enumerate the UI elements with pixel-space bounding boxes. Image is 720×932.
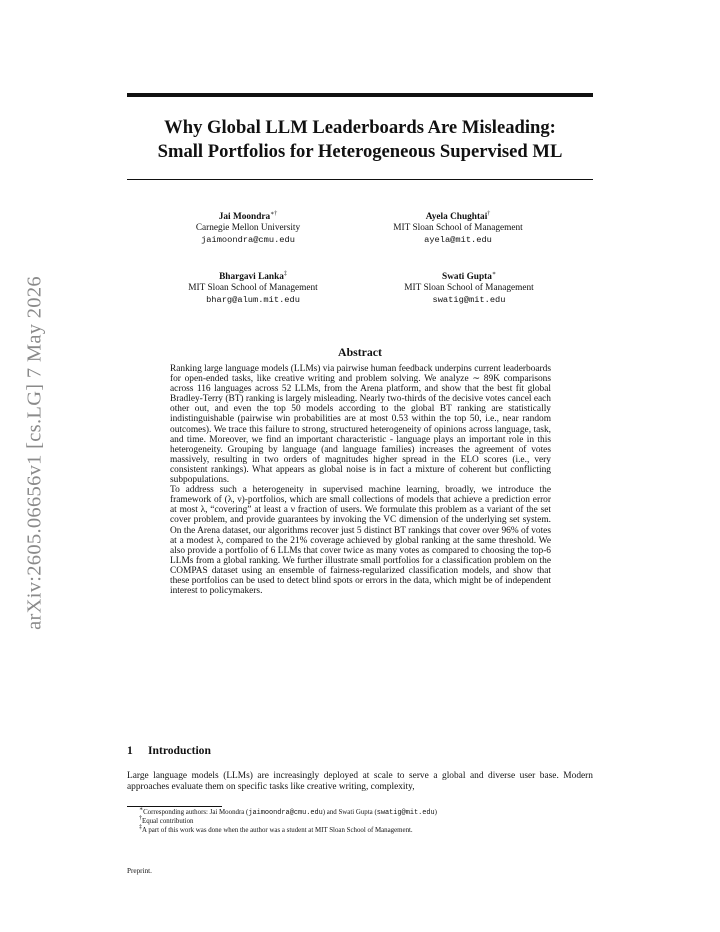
footnote-author-note xyxy=(139,824,593,835)
abstract-heading: Abstract xyxy=(338,345,382,359)
footnote-email[interactable]: swatig@mit.edu xyxy=(376,809,435,817)
title-bottom-rule xyxy=(127,179,593,180)
author-mark: ∗† xyxy=(270,210,278,217)
footnote-mark: ‡ xyxy=(139,824,142,831)
title-top-rule xyxy=(127,93,593,97)
paper-title xyxy=(127,116,593,164)
author-affiliation: MIT Sloan School of Management xyxy=(404,283,534,294)
author-email[interactable]: ayela@mit.edu xyxy=(424,234,492,245)
section-heading-introduction xyxy=(127,744,211,757)
intro-paragraph: Large language models (LLMs) are increasingly deployed at scale to serve a global and diverse user base. Modern approaches evaluate them on specific tasks like creative writing, complexity, xyxy=(127,771,593,793)
author-email[interactable]: jaimoondra@cmu.edu xyxy=(201,234,295,245)
section-title: Introduction xyxy=(148,744,211,757)
arxiv-identifier-text: arXiv:2605.06656v1 [cs.LG] 7 May 2026 xyxy=(23,276,46,630)
author-affiliation: Carnegie Mellon University xyxy=(195,223,301,234)
footnote-corresponding xyxy=(139,806,593,817)
abstract-paragraph-2: To address such a heterogeneity in supervised machine learning, broadly, we introduce the framework of (λ, ν)-portfolios, which are small collections of models that achieve a prediction error at most λ, “covering” at least a ν fraction of users. We formulate this problem as a variant of the set cover problem, and provide guarantees by invoking the VC dimension of the underlying set system. On the Arena dataset, our algorithms recover just 5 distinct BT rankings that cover over 96% of votes at a modest λ, compared to the 21% coverage achieved by global ranking at the same threshold. We also provide a portfolio of 6 LLMs that cover twice as many votes as compared to choosing the top-6 LLMs from a global ranking. We further illustrate small portfolios for a classification problem on the COMPAS dataset using an ensemble of fairness-regularized classification models, and show that these portfolios can be used to detect blind spots or errors in the data, which might be of independent interest to policymakers. xyxy=(170,485,551,597)
footnote-mark: ∗ xyxy=(139,806,144,813)
author-block-3 xyxy=(158,272,348,306)
footnote-text: A part of this work was done when the author was a student at MIT Sloan School of Management. xyxy=(142,827,413,834)
title-line-1: Why Global LLM Leaderboards Are Misleading: xyxy=(164,117,556,138)
footnote-text: Corresponding authors: Jai Moondra ( xyxy=(143,809,249,816)
author-block-1 xyxy=(158,212,338,246)
section-number: 1 xyxy=(127,744,133,757)
author-name: Swati Gupta xyxy=(442,272,492,282)
author-name: Jai Moondra xyxy=(218,212,271,222)
title-line-2: Small Portfolios for Heterogeneous Supervised ML xyxy=(157,141,563,162)
author-block-2 xyxy=(366,212,550,246)
footnote-equal-contribution xyxy=(139,815,593,826)
footnote-text: ) and Swati Gupta ( xyxy=(322,809,377,816)
author-affiliation: MIT Sloan School of Management xyxy=(393,223,523,234)
footnote-text: ) xyxy=(434,809,437,816)
author-email[interactable]: swatig@mit.edu xyxy=(432,294,506,305)
arxiv-identifier xyxy=(24,262,46,644)
author-mark: ‡ xyxy=(283,270,287,277)
footnote-text: Equal contribution xyxy=(142,818,194,825)
abstract-paragraph-1: Ranking large language models (LLMs) via pairwise human feedback underpins current leaderboards for open-ended tasks, like creative writing and problem solving. We analyze ∼ 89K comparisons across 116 languages across 52 LLMs, from the Arena platform, and show that the best fit global Bradley-Terry (BT) ranking is largely misleading. Nearly two-thirds of the decisive votes cancel each other out, and even the top 50 models according to the global BT ranking are statistically indistinguishable (pairwise win probabilities are at most 0.53 within the top 50, i.e., near random outcomes). We trace this failure to strong, structured heterogeneity of opinions across language, task, and time. Moreover, we find an important characteristic - language plays an important role in this heterogeneity. Grouping by language (and language families) increases the agreement of votes massively, resulting in two orders of magnitudes higher spread in the ELO scores (i.e., very consistent rankings). What appears as global noise is in fact a mixture of coherent but conflicting subpopulations. xyxy=(170,364,551,486)
author-affiliation: MIT Sloan School of Management xyxy=(188,283,318,294)
author-mark: ∗ xyxy=(491,270,496,277)
footnote-email[interactable]: jaimoondra@cmu.edu xyxy=(248,809,323,817)
footnote-mark: † xyxy=(139,815,142,822)
author-name: Bhargavi Lanka xyxy=(219,272,284,282)
abstract-body xyxy=(170,364,551,596)
author-email[interactable]: bharg@alum.mit.edu xyxy=(206,294,300,305)
author-block-4 xyxy=(377,272,561,306)
author-name: Ayela Chughtai xyxy=(425,212,488,222)
preprint-label: Preprint. xyxy=(127,867,152,875)
author-mark: † xyxy=(487,210,491,217)
